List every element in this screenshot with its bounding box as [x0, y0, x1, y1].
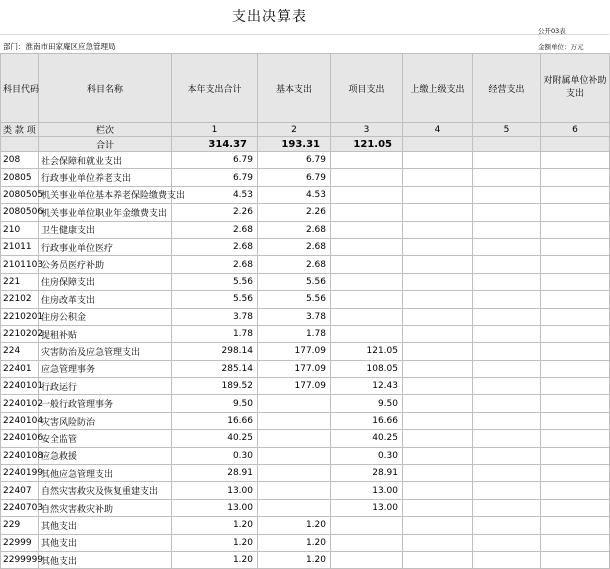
row-business	[473, 482, 541, 499]
table-body	[1, 152, 610, 569]
row-total: 3.78	[172, 308, 258, 325]
row-total: 13.00	[172, 499, 258, 516]
row-subsidy	[541, 308, 610, 325]
row-upper	[403, 430, 473, 447]
total-subsidy	[541, 137, 610, 152]
header-name: 科目名称	[39, 54, 172, 123]
row-basic: 177.09	[258, 378, 331, 395]
row-basic: 6.79	[258, 169, 331, 186]
row-total: 1.20	[172, 517, 258, 534]
row-subsidy	[541, 551, 610, 568]
row-name: 公务员医疗补助	[39, 256, 172, 273]
row-subsidy	[541, 517, 610, 534]
row-project	[331, 204, 403, 221]
row-total: 5.56	[172, 273, 258, 290]
row-project: 12.43	[331, 378, 403, 395]
header-business: 经营支出	[473, 54, 541, 123]
row-upper	[403, 395, 473, 412]
row-code: 210	[1, 221, 39, 238]
row-basic: 4.53	[258, 186, 331, 203]
row-code: 2240703	[1, 499, 39, 516]
row-basic	[258, 430, 331, 447]
row-project	[331, 551, 403, 568]
row-name: 灾害防治及应急管理支出	[39, 343, 172, 360]
table-row	[1, 517, 610, 534]
unit-label: 金额单位：万元	[538, 43, 584, 51]
row-subsidy	[541, 221, 610, 238]
row-total: 6.79	[172, 169, 258, 186]
row-basic: 2.68	[258, 256, 331, 273]
row-business	[473, 412, 541, 429]
row-name: 其他支出	[39, 517, 172, 534]
row-project: 13.00	[331, 482, 403, 499]
row-project	[331, 169, 403, 186]
column-number: 4	[403, 123, 473, 137]
table-row	[1, 238, 610, 255]
row-project	[331, 308, 403, 325]
code-part-xiang: 项	[26, 126, 36, 136]
row-total: 1.20	[172, 551, 258, 568]
total-business	[473, 137, 541, 152]
total-label: 合计	[39, 137, 172, 152]
row-business	[473, 152, 541, 169]
row-total: 4.53	[172, 186, 258, 203]
row-name: 自然灾害救灾及恢复重建支出	[39, 482, 172, 499]
table-row	[1, 378, 610, 395]
row-subsidy	[541, 152, 610, 169]
row-project	[331, 186, 403, 203]
row-subsidy	[541, 169, 610, 186]
info-line	[0, 37, 609, 54]
row-code: 2240108	[1, 447, 39, 464]
table-row	[1, 395, 610, 412]
row-code: 208	[1, 152, 39, 169]
row-total: 13.00	[172, 482, 258, 499]
row-code: 2101103	[1, 256, 39, 273]
row-project: 28.91	[331, 465, 403, 482]
row-business	[473, 186, 541, 203]
table-row	[1, 551, 610, 568]
row-project: 9.50	[331, 395, 403, 412]
page-title: 支出决算表	[232, 9, 307, 25]
row-business	[473, 204, 541, 221]
total-project: 121.05	[331, 137, 403, 152]
row-name: 机关事业单位职业年金缴费支出	[39, 204, 172, 221]
row-project: 13.00	[331, 499, 403, 516]
row-code: 22407	[1, 482, 39, 499]
row-subsidy	[541, 534, 610, 551]
row-total: 5.56	[172, 291, 258, 308]
row-total: 6.79	[172, 152, 258, 169]
row-upper	[403, 412, 473, 429]
row-name: 行政运行	[39, 378, 172, 395]
table-row	[1, 291, 610, 308]
row-business	[473, 517, 541, 534]
row-upper	[403, 465, 473, 482]
row-total: 1.78	[172, 325, 258, 342]
row-name: 行政事业单位养老支出	[39, 169, 172, 186]
row-code: 2299999	[1, 551, 39, 568]
row-name: 其他支出	[39, 551, 172, 568]
row-basic: 2.68	[258, 221, 331, 238]
row-business	[473, 273, 541, 290]
column-row-label: 栏次	[39, 123, 172, 137]
table-row	[1, 499, 610, 516]
column-number: 5	[473, 123, 541, 137]
row-code: 21011	[1, 238, 39, 255]
table-row	[1, 256, 610, 273]
row-code: 2240106	[1, 430, 39, 447]
row-project	[331, 152, 403, 169]
row-project: 16.66	[331, 412, 403, 429]
row-total: 2.68	[172, 256, 258, 273]
header-project: 项目支出	[331, 54, 403, 123]
row-business	[473, 534, 541, 551]
row-business	[473, 169, 541, 186]
row-subsidy	[541, 465, 610, 482]
row-project	[331, 325, 403, 342]
row-business	[473, 308, 541, 325]
row-upper	[403, 273, 473, 290]
row-total: 298.14	[172, 343, 258, 360]
table-row	[1, 308, 610, 325]
row-code: 229	[1, 517, 39, 534]
row-basic: 2.68	[258, 238, 331, 255]
row-name: 社会保障和就业支出	[39, 152, 172, 169]
row-upper	[403, 343, 473, 360]
row-code: 221	[1, 273, 39, 290]
row-subsidy	[541, 343, 610, 360]
row-project	[331, 273, 403, 290]
row-basic: 177.09	[258, 360, 331, 377]
row-name: 应急管理事务	[39, 360, 172, 377]
table-row	[1, 534, 610, 551]
row-basic: 177.09	[258, 343, 331, 360]
column-number: 6	[541, 123, 610, 137]
row-project	[331, 221, 403, 238]
row-business	[473, 430, 541, 447]
table-row	[1, 273, 610, 290]
row-business	[473, 551, 541, 568]
row-total: 2.26	[172, 204, 258, 221]
row-code: 22102	[1, 291, 39, 308]
code-parts	[1, 123, 39, 137]
row-basic: 5.56	[258, 273, 331, 290]
row-basic: 6.79	[258, 152, 331, 169]
row-subsidy	[541, 325, 610, 342]
form-code: 公开03表	[538, 27, 566, 35]
row-project	[331, 291, 403, 308]
row-basic: 1.78	[258, 325, 331, 342]
row-name: 其他应急管理支出	[39, 465, 172, 482]
header-total: 本年支出合计	[172, 54, 258, 123]
row-business	[473, 291, 541, 308]
row-business	[473, 325, 541, 342]
row-upper	[403, 291, 473, 308]
row-business	[473, 360, 541, 377]
row-upper	[403, 534, 473, 551]
row-upper	[403, 308, 473, 325]
row-upper	[403, 238, 473, 255]
row-subsidy	[541, 430, 610, 447]
row-basic	[258, 412, 331, 429]
row-basic: 2.26	[258, 204, 331, 221]
row-total: 0.30	[172, 447, 258, 464]
column-number: 3	[331, 123, 403, 137]
row-code: 2210201	[1, 308, 39, 325]
row-code: 2240104	[1, 412, 39, 429]
table-row	[1, 465, 610, 482]
table-row	[1, 221, 610, 238]
row-basic	[258, 499, 331, 516]
table-row	[1, 360, 610, 377]
row-subsidy	[541, 499, 610, 516]
header-upper: 上缴上级支出	[403, 54, 473, 123]
table-row	[1, 152, 610, 169]
row-business	[473, 465, 541, 482]
row-basic	[258, 447, 331, 464]
row-business	[473, 378, 541, 395]
row-upper	[403, 325, 473, 342]
table-row	[1, 430, 610, 447]
row-code: 22401	[1, 360, 39, 377]
row-business	[473, 238, 541, 255]
row-name: 其他支出	[39, 534, 172, 551]
row-subsidy	[541, 273, 610, 290]
row-total: 16.66	[172, 412, 258, 429]
row-basic: 1.20	[258, 534, 331, 551]
column-number: 2	[258, 123, 331, 137]
row-name: 自然灾害救灾补助	[39, 499, 172, 516]
row-project	[331, 256, 403, 273]
row-name: 行政事业单位医疗	[39, 238, 172, 255]
row-basic	[258, 482, 331, 499]
row-total: 28.91	[172, 465, 258, 482]
row-subsidy	[541, 360, 610, 377]
row-business	[473, 343, 541, 360]
total-row	[1, 137, 610, 152]
department-label: 部门：淮南市田家庵区应急管理局	[3, 42, 116, 51]
row-basic: 1.20	[258, 517, 331, 534]
total-code	[1, 137, 39, 152]
row-business	[473, 447, 541, 464]
row-name: 提租补贴	[39, 325, 172, 342]
table-row	[1, 447, 610, 464]
row-upper	[403, 447, 473, 464]
row-total: 189.52	[172, 378, 258, 395]
row-upper	[403, 360, 473, 377]
row-basic: 5.56	[258, 291, 331, 308]
table-row	[1, 204, 610, 221]
row-name: 一般行政管理事务	[39, 395, 172, 412]
row-project: 121.05	[331, 343, 403, 360]
row-upper	[403, 221, 473, 238]
row-code: 2240102	[1, 395, 39, 412]
row-business	[473, 395, 541, 412]
row-subsidy	[541, 482, 610, 499]
total-basic: 193.31	[258, 137, 331, 152]
row-upper	[403, 378, 473, 395]
row-code: 2080505	[1, 186, 39, 203]
row-project: 0.30	[331, 447, 403, 464]
row-project: 108.05	[331, 360, 403, 377]
row-project	[331, 517, 403, 534]
row-subsidy	[541, 378, 610, 395]
header-row	[1, 54, 610, 123]
row-code: 224	[1, 343, 39, 360]
row-total: 2.68	[172, 221, 258, 238]
row-subsidy	[541, 412, 610, 429]
row-basic	[258, 465, 331, 482]
row-name: 卫生健康支出	[39, 221, 172, 238]
row-upper	[403, 152, 473, 169]
row-name: 住房保障支出	[39, 273, 172, 290]
row-business	[473, 256, 541, 273]
row-business	[473, 499, 541, 516]
row-subsidy	[541, 186, 610, 203]
row-basic: 3.78	[258, 308, 331, 325]
row-upper	[403, 551, 473, 568]
row-upper	[403, 499, 473, 516]
table-row	[1, 325, 610, 342]
row-name: 住房公积金	[39, 308, 172, 325]
row-basic	[258, 395, 331, 412]
row-subsidy	[541, 256, 610, 273]
row-project	[331, 534, 403, 551]
table-row	[1, 186, 610, 203]
header-code: 科目代码	[1, 54, 39, 123]
title-bar	[0, 0, 609, 35]
code-part-kuan: 款	[14, 126, 24, 136]
row-business	[473, 221, 541, 238]
row-total: 40.25	[172, 430, 258, 447]
row-code: 20805	[1, 169, 39, 186]
table-row	[1, 343, 610, 360]
row-name: 机关事业单位基本养老保险缴费支出	[39, 186, 172, 203]
row-basic: 1.20	[258, 551, 331, 568]
row-total: 9.50	[172, 395, 258, 412]
row-name: 应急救援	[39, 447, 172, 464]
expenditure-table	[0, 53, 610, 569]
row-subsidy	[541, 291, 610, 308]
total-value: 314.37	[172, 137, 258, 152]
row-upper	[403, 204, 473, 221]
table-row	[1, 482, 610, 499]
row-code: 2210202	[1, 325, 39, 342]
row-project: 40.25	[331, 430, 403, 447]
row-code: 2240199	[1, 465, 39, 482]
row-name: 住房改革支出	[39, 291, 172, 308]
row-total: 2.68	[172, 238, 258, 255]
column-number-row	[1, 123, 610, 137]
header-subsidy: 对附属单位补助支出	[541, 54, 610, 123]
row-code: 2080506	[1, 204, 39, 221]
table-row	[1, 169, 610, 186]
row-name: 灾害风险防治	[39, 412, 172, 429]
column-number: 1	[172, 123, 258, 137]
code-part-lei: 类	[3, 126, 13, 136]
row-upper	[403, 186, 473, 203]
row-subsidy	[541, 238, 610, 255]
row-upper	[403, 517, 473, 534]
row-code: 22999	[1, 534, 39, 551]
row-project	[331, 238, 403, 255]
row-code: 2240101	[1, 378, 39, 395]
header-basic: 基本支出	[258, 54, 331, 123]
row-name: 安全监管	[39, 430, 172, 447]
row-upper	[403, 482, 473, 499]
row-total: 285.14	[172, 360, 258, 377]
row-subsidy	[541, 395, 610, 412]
table-row	[1, 412, 610, 429]
row-total: 1.20	[172, 534, 258, 551]
row-subsidy	[541, 204, 610, 221]
row-subsidy	[541, 447, 610, 464]
row-upper	[403, 256, 473, 273]
total-upper	[403, 137, 473, 152]
row-upper	[403, 169, 473, 186]
